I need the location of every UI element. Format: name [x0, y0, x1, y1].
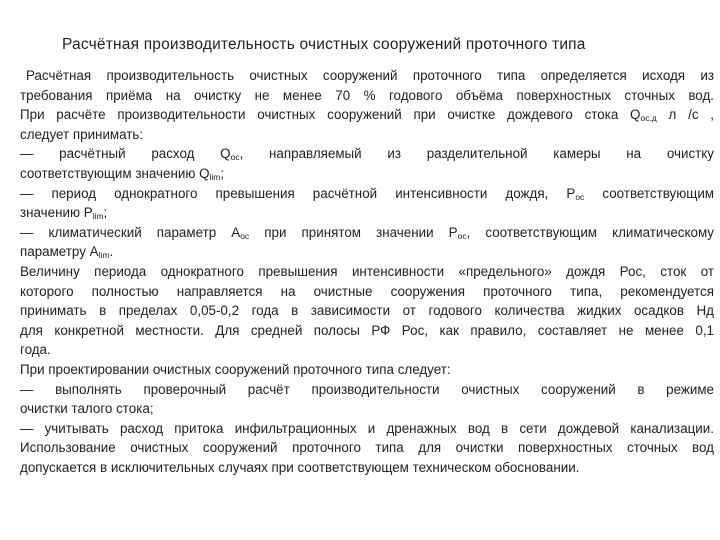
paragraph-line [20, 203, 714, 223]
paragraph-line: Величину периода однократного превышения интенсивности «предельного» дождя Рос, сток от [20, 263, 714, 279]
line-text: , направляемый из разделительной камеры на очистку [239, 146, 714, 162]
paragraph-line: для конкретной местности. Для средней полосы РФ Рос, как правило, составляет не менее 0,1 [20, 322, 714, 338]
line-text: — расчётный расход Q [20, 146, 231, 162]
paragraph-line: которого полностью направляется на очистные сооружения проточного типа, рекомендуется [20, 283, 714, 299]
subscript: ос [457, 230, 467, 241]
line-text: — период однократного превышения расчётной интенсивности дождя, P [20, 185, 576, 201]
list-item [20, 144, 714, 164]
list-item [20, 223, 714, 243]
subscript: ос [240, 230, 250, 241]
subscript: lim [209, 171, 221, 182]
paragraph-line: принимать в пределах 0,05-0,2 года в зависимости от годового количества жидких осадков Нд [20, 303, 714, 319]
subscript: ос [575, 191, 585, 202]
line-text: значению P [20, 205, 93, 221]
paragraph-line: допускается в исключительных случаях при соответствующем техническом обосновании. [20, 459, 580, 475]
subscript: lim [98, 250, 110, 261]
list-item: — выполнять проверочный расчёт производительности очистных сооружений в режиме [20, 381, 714, 397]
paragraph-line [20, 105, 714, 125]
line-text: ; [220, 165, 225, 181]
subscript: ос [230, 152, 240, 163]
list-item [20, 184, 714, 204]
line-text: . [109, 244, 114, 260]
page-title: Расчётная производительность очистных сооружений проточного типа [62, 36, 586, 53]
subscript: ос.д [640, 113, 657, 124]
paragraph-line [20, 242, 714, 262]
line-text: соответствующим [584, 185, 714, 201]
paragraph-line: очистки талого стока; [20, 401, 154, 417]
paragraph-line: следует принимать: [20, 126, 144, 142]
subscript: lim [92, 211, 104, 222]
paragraph-line [20, 164, 714, 184]
line-text: л /с , [656, 107, 714, 123]
paragraph-line: При проектировании очистных сооружений проточного типа следует: [20, 361, 451, 377]
body-text [20, 66, 714, 477]
line-text: при принятом значении P [249, 224, 458, 240]
list-item: — учитывать расход притока инфильтрационных и дренажных вод в сети дождевой канализации. [20, 420, 714, 436]
paragraph-line: требования приёма на очистку не менее 70 % годового объёма поверхностных сточных вод. [20, 87, 714, 103]
line-text: ; [103, 205, 108, 221]
line-text: При расчёте производительности очистных сооружений при очистке дождевого стока Q [20, 107, 641, 123]
line-text: параметру A [20, 244, 99, 260]
line-text: , соответствующим климатическому [466, 224, 714, 240]
paragraph-line: года. [20, 342, 51, 358]
paragraph-line: Расчётная производительность очистных сооружений проточного типа определяется исходя из [26, 68, 714, 83]
line-text: — климатический параметр A [20, 224, 241, 240]
line-text: соответствующим значению Q [20, 165, 210, 181]
paragraph-line: Использование очистных сооружений проточного типа для очистки поверхностных сточных вод [20, 440, 714, 456]
